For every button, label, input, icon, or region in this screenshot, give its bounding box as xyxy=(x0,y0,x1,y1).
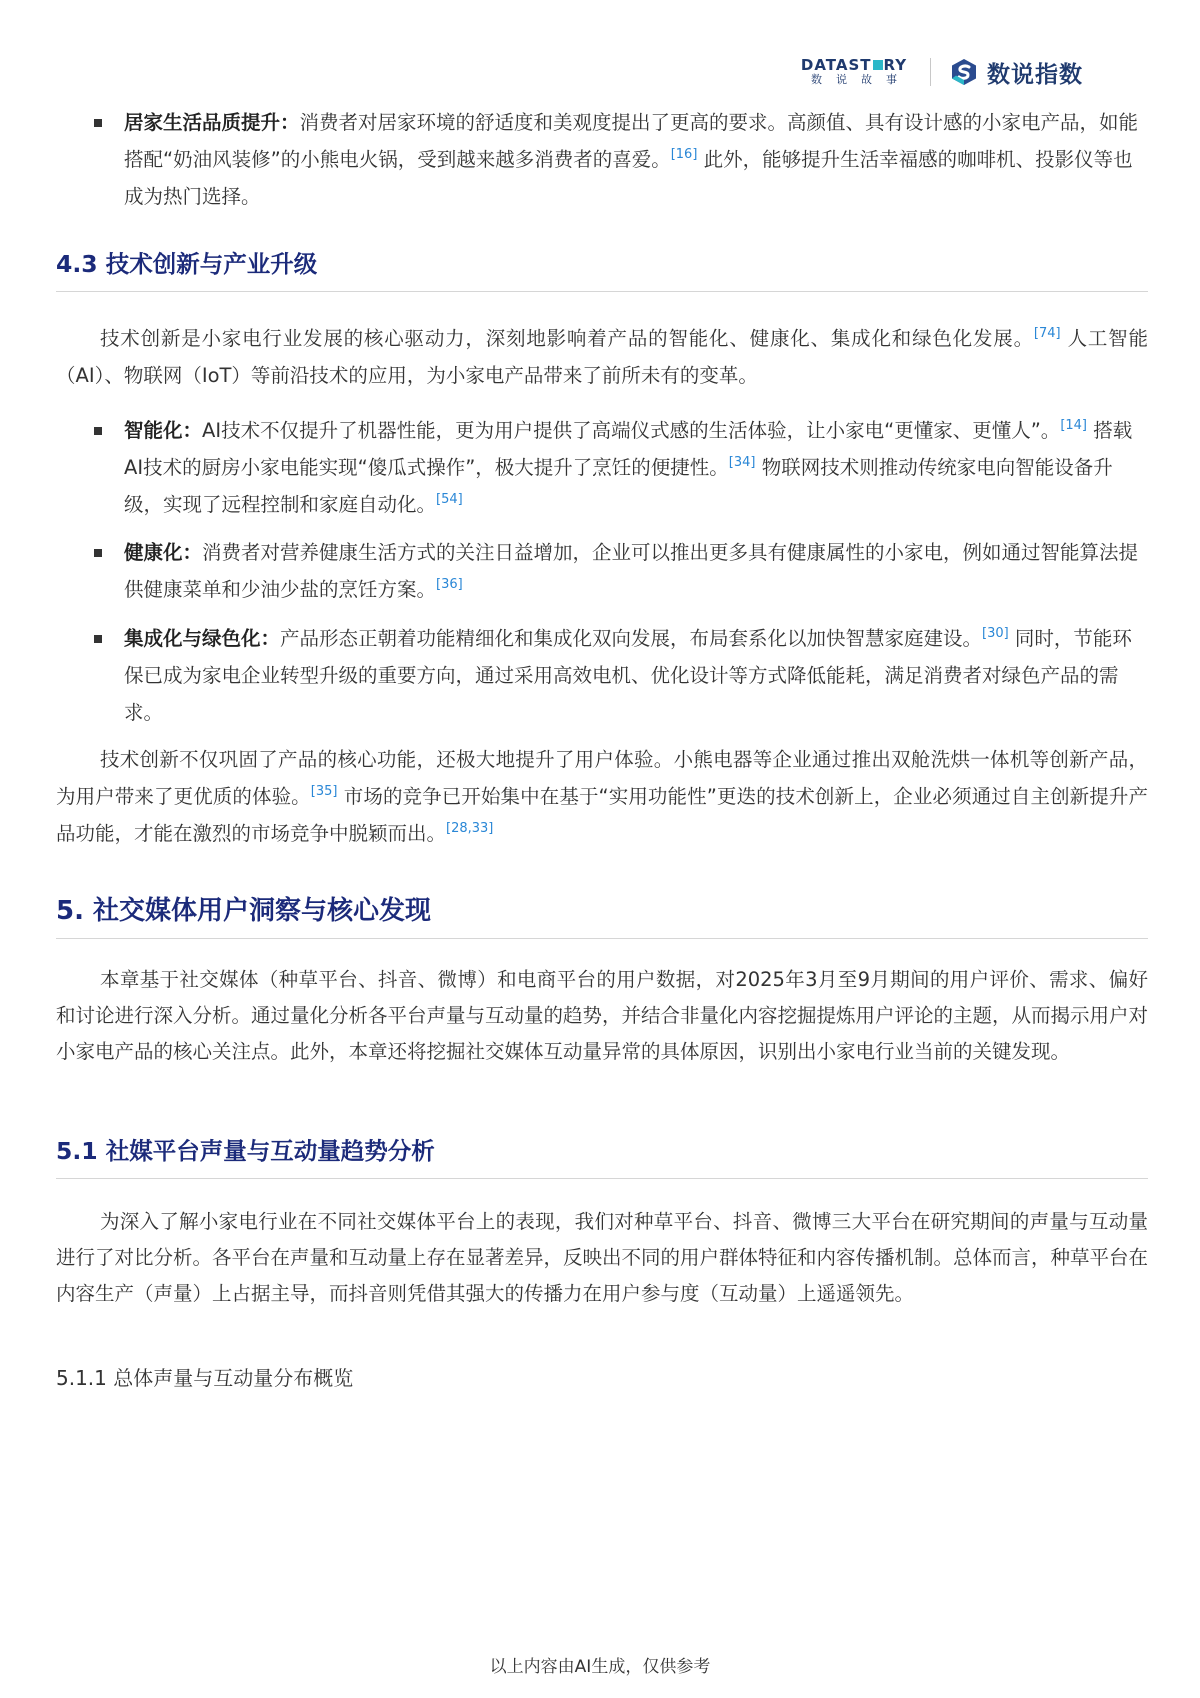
subsection-5-1-1-heading: 5.1.1 总体声量与互动量分布概览 xyxy=(56,1366,354,1390)
section-4-3-closing: 技术创新不仅巩固了产品的核心功能，还极大地提升了用户体验。小熊电器等企业通过推出双舱洗烘一体机等创新产品，为用户带来了更优质的体验。[35] 市场的竞争已开始集中在基于“实用功能性”更迭的技术创新上，企业必须通过自主创新提升产品功能，才能在激烈的市场竞争中脱颖而出。[28,33] xyxy=(56,748,1148,845)
sszs-brand-name: 数说指数 xyxy=(987,61,1083,88)
citation-ref[interactable]: [14] xyxy=(1060,418,1087,433)
bullet-marker xyxy=(94,427,102,435)
logo-divider xyxy=(930,58,931,86)
citation-ref[interactable]: [30] xyxy=(982,626,1009,641)
citation-ref[interactable]: [16] xyxy=(670,147,698,162)
bullet-home-quality xyxy=(94,104,1144,215)
citation-ref[interactable]: [34] xyxy=(728,455,756,470)
bullet-health xyxy=(94,534,1144,608)
citation-ref[interactable]: [35] xyxy=(310,784,338,799)
section-divider xyxy=(56,291,1148,292)
section-5-title: 5. 社交媒体用户洞察与核心发现 xyxy=(56,896,432,926)
ai-disclaimer-footer: 以上内容由AI生成，仅供参考 xyxy=(489,1657,711,1677)
header-logos xyxy=(792,52,1083,92)
bullet-marker xyxy=(94,635,102,643)
citation-ref[interactable]: [54] xyxy=(436,492,463,507)
section-5-intro: 本章基于社交媒体（种草平台、抖音、微博）和电商平台的用户数据，对2025年3月至9月期间的用户评价、需求、偏好和讨论进行深入分析。通过量化分析各平台声量与互动量的趋势，并结合非量化内容挖掘提炼用户评论的主题，从而揭示用户对小家电产品的核心关注点。此外，本章还将挖掘社交媒体互动量异常的具体原因，识别出小家电行业当前的关键发现。 xyxy=(56,968,1149,1063)
bullet-marker xyxy=(94,549,102,557)
bullet-text: 集成化与绿色化：产品形态正朝着功能精细化和集成化双向发展，布局套系化以加快智慧家庭建设。[30] 同时，节能环保已成为家电企业转型升级的重要方向，通过采用高效电机、优化设计等方式降低能耗，满足消费者对绿色产品的需求。 xyxy=(124,626,1132,724)
bullet-text: 居家生活品质提升：消费者对居家环境的舒适度和美观度提出了更高的要求。高颜值、具有设计感的小家电产品，如能搭配“奶油风装修”的小熊电火锅，受到越来越多消费者的喜爱。[16] 此外，能够提升生活幸福感的咖啡机、投影仪等也成为热门选择。 xyxy=(124,111,1139,208)
section-5-1-title: 5.1 社媒平台声量与互动量趋势分析 xyxy=(56,1137,435,1165)
datastory-wordmark: DATAST RY xyxy=(800,56,908,74)
section-4-3-title: 4.3 技术创新与产业升级 xyxy=(56,250,318,278)
bullet-integration-green xyxy=(94,620,1144,731)
datastory-logo xyxy=(792,57,916,87)
sszs-brand-icon xyxy=(949,57,979,87)
section-divider xyxy=(56,1178,1148,1179)
section-divider xyxy=(56,938,1148,939)
citation-ref[interactable]: [74] xyxy=(1033,326,1061,341)
citation-ref[interactable]: [28,33] xyxy=(446,821,494,836)
bullet-text: 健康化：消费者对营养健康生活方式的关注日益增加，企业可以推出更多具有健康属性的小家电，例如通过智能算法提供健康菜单和少油少盐的烹饪方案。[36] xyxy=(124,541,1139,601)
datastory-o-square-icon xyxy=(873,60,883,70)
bullet-text: 智能化：AI技术不仅提升了机器性能，更为用户提供了高端仪式感的生活体验，让小家电“更懂家、更懂人”。[14] 搭载AI技术的厨房小家电能实现“傻瓜式操作”，极大提升了烹饪的便捷性。[34] 物联网技术则推动传统家电向智能设备升级，实现了远程控制和家庭自动化。[54] xyxy=(124,418,1133,516)
section-4-3-intro: 技术创新是小家电行业发展的核心驱动力，深刻地影响着产品的智能化、健康化、集成化和绿色化发展。[74] 人工智能（AI）、物联网（IoT）等前沿技术的应用，为小家电产品带来了前所未有的变革。 xyxy=(56,326,1148,387)
bullet-intelligent xyxy=(94,412,1144,523)
bullet-marker xyxy=(94,119,102,127)
section-5-1-intro: 为深入了解小家电行业在不同社交媒体平台上的表现，我们对种草平台、抖音、微博三大平台在研究期间的声量与互动量进行了对比分析。各平台在声量和互动量上存在显著差异，反映出不同的用户群体特征和内容传播机制。总体而言，种草平台在内容生产（声量）上占据主导，而抖音则凭借其强大的传播力在用户参与度（互动量）上遥遥领先。 xyxy=(56,1210,1149,1305)
sszs-logo xyxy=(949,56,1083,89)
datastory-subtitle: 数说故事 xyxy=(811,73,911,86)
citation-ref[interactable]: [36] xyxy=(436,577,463,592)
